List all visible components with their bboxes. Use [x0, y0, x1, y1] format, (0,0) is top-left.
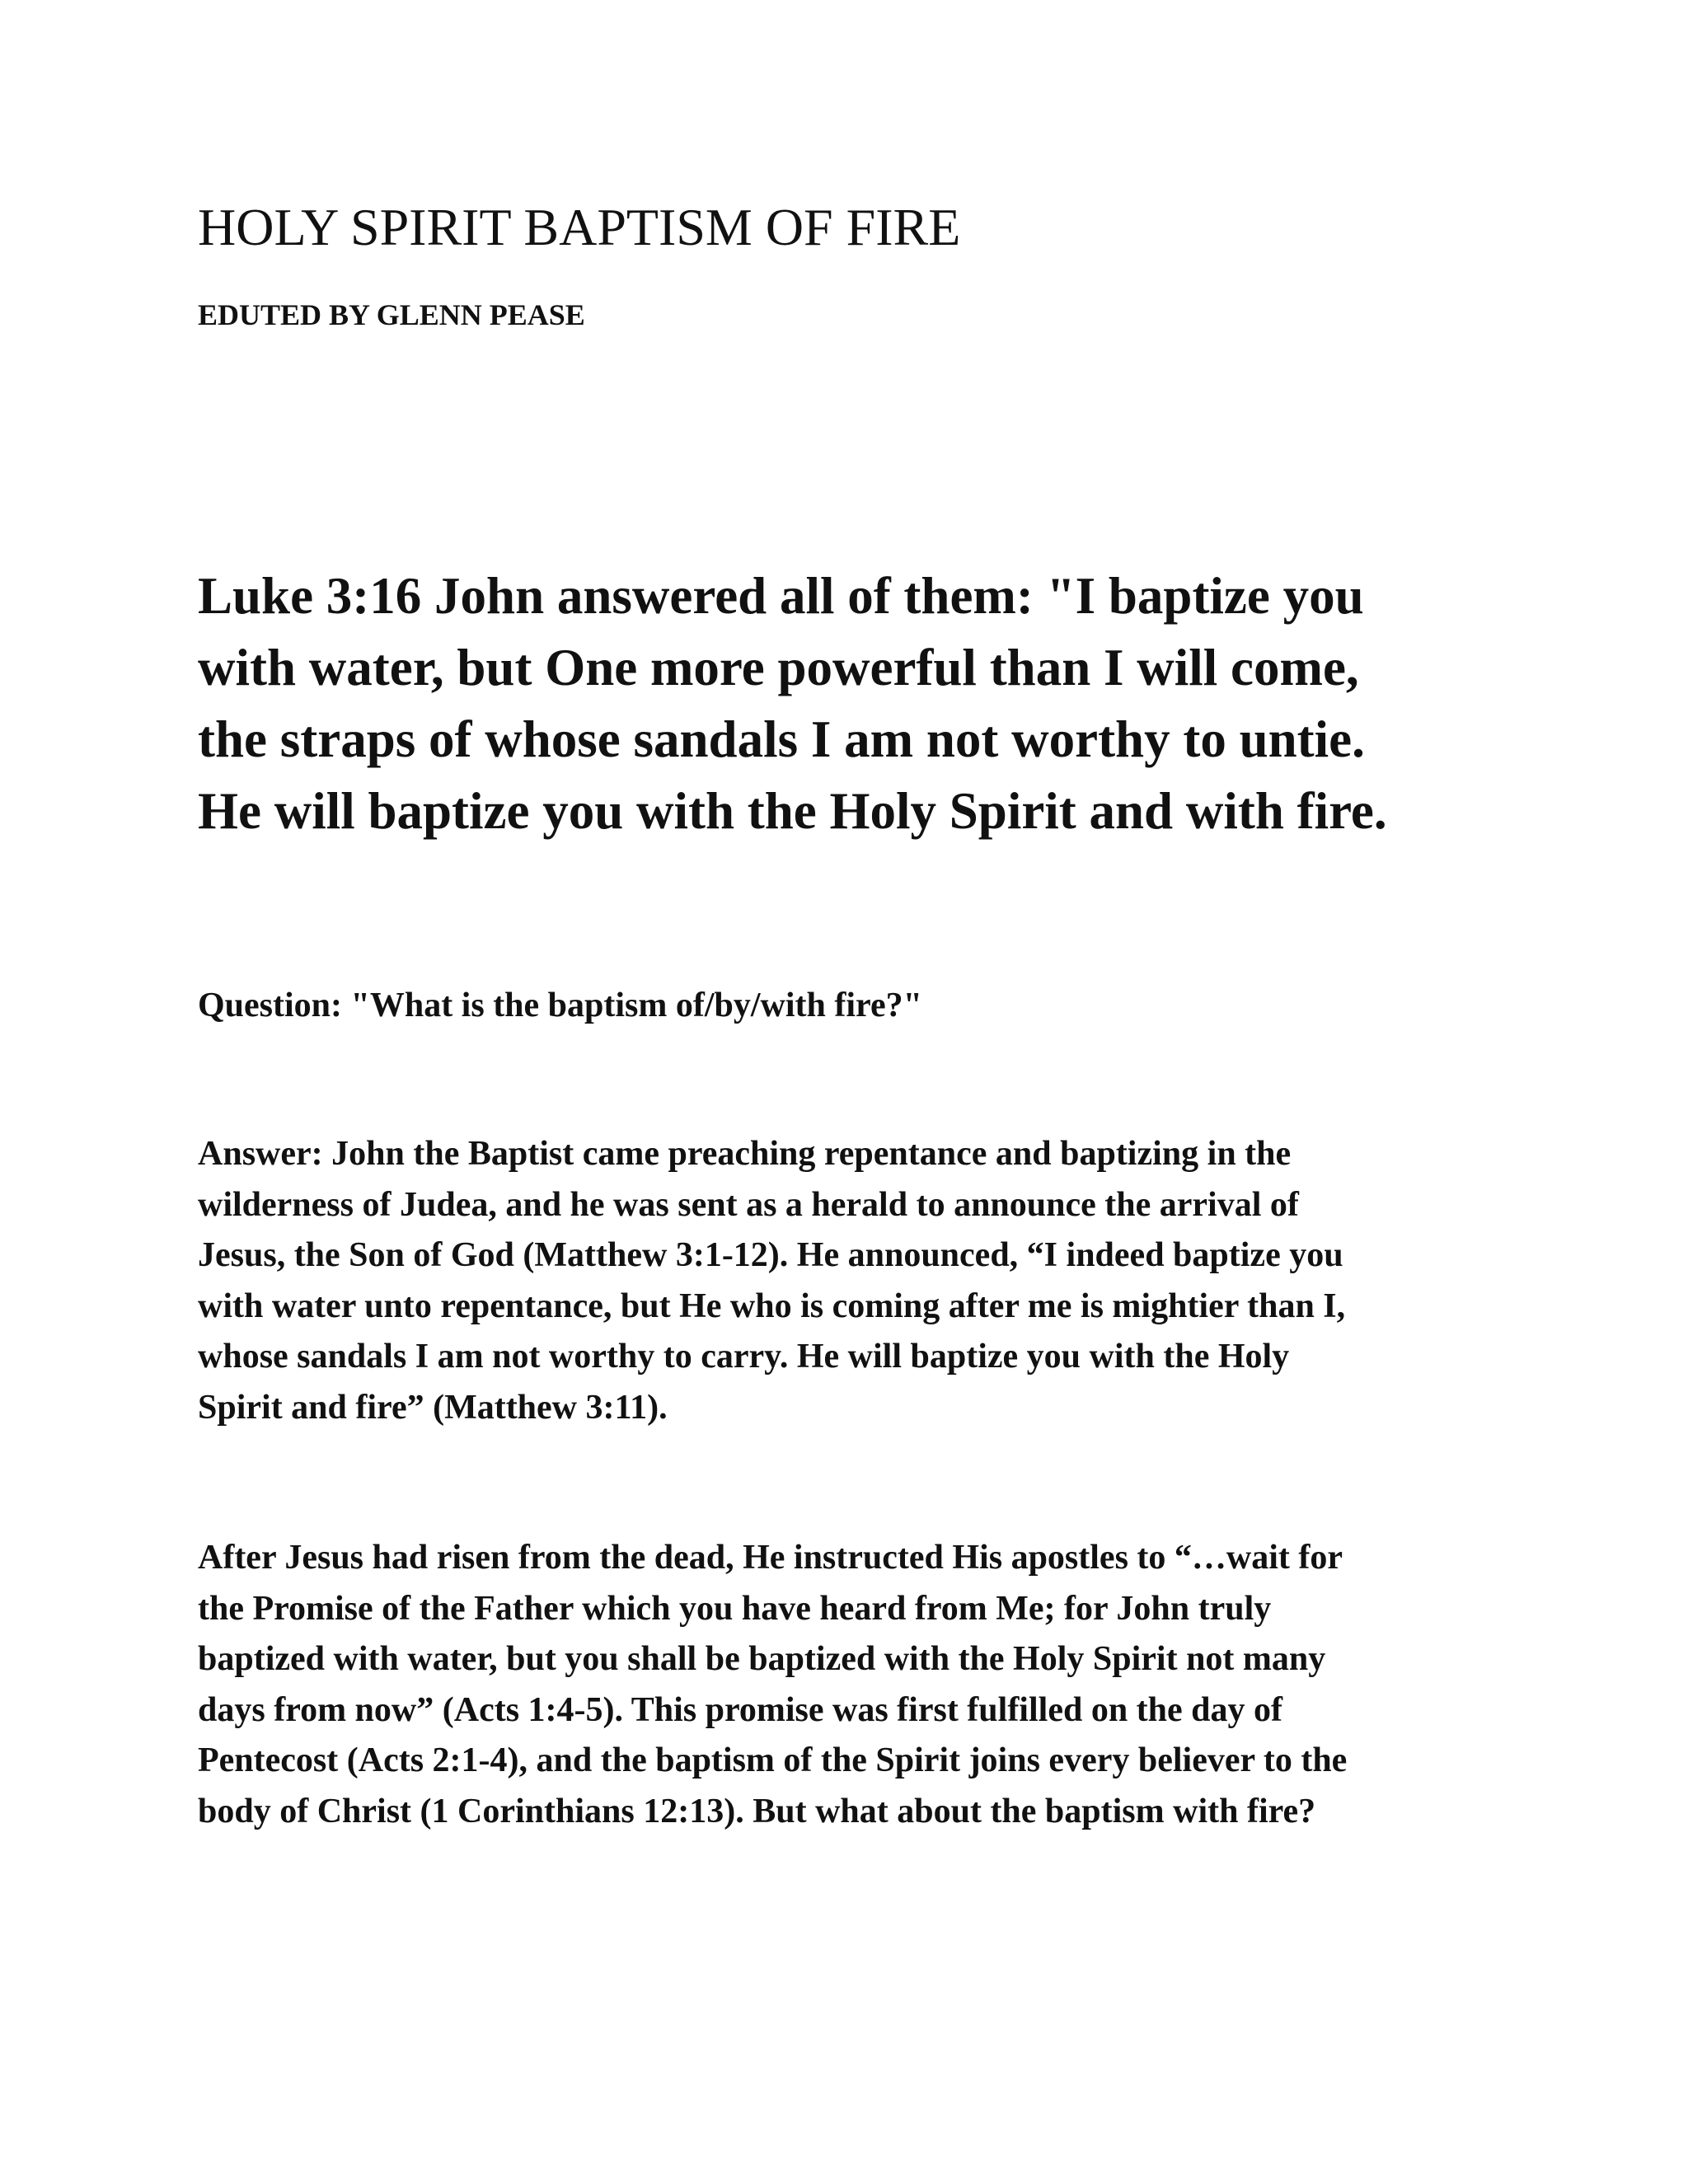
byline: EDUTED BY GLENN PEASE: [198, 298, 585, 331]
paragraph-line: Jesus, the Son of God (Matthew 3:1-12). He announced, “I indeed baptize you: [198, 1236, 1343, 1275]
paragraph-line: body of Christ (1 Corinthians 12:13). But what about the baptism with fire?: [198, 1792, 1316, 1830]
question-heading: Question: "What is the baptism of/by/with fire?": [198, 987, 922, 1024]
paragraph-line: the Promise of the Father which you have heard from Me; for John truly: [198, 1589, 1272, 1628]
paragraph-line: After Jesus had risen from the dead, He instructed His apostles to “…wait for: [198, 1539, 1343, 1577]
verse-line: He will baptize you with the Holy Spirit and with fire.: [198, 782, 1387, 840]
paragraph-line: wilderness of Judea, and he was sent as a herald to announce the arrival of: [198, 1185, 1299, 1224]
document-title: HOLY SPIRIT BAPTISM OF FIRE: [198, 198, 961, 256]
paragraph-line: Pentecost (Acts 2:1-4), and the baptism of the Spirit joins every believer to the: [198, 1741, 1348, 1780]
scripture-verse: [198, 560, 1517, 847]
answer-paragraph: [198, 1129, 1517, 1434]
paragraph-line: baptized with water, but you shall be baptized with the Holy Spirit not many: [198, 1640, 1326, 1679]
paragraph-line: whose sandals I am not worthy to carry. He will baptize you with the Holy: [198, 1338, 1290, 1376]
verse-line: Luke 3:16 John answered all of them: "I baptize you: [198, 567, 1364, 625]
verse-line: the straps of whose sandals I am not worthy to untie.: [198, 710, 1365, 768]
paragraph-line: Spirit and fire” (Matthew 3:11).: [198, 1388, 668, 1427]
paragraph-line: days from now” (Acts 1:4-5). This promise was first fulfilled on the day of: [198, 1690, 1283, 1729]
paragraph-line: Answer: John the Baptist came preaching repentance and baptizing in the: [198, 1135, 1292, 1173]
paragraph-line: with water unto repentance, but He who is coming after me is mightier than I,: [198, 1286, 1346, 1325]
verse-line: with water, but One more powerful than I will come,: [198, 639, 1359, 696]
body-paragraph: [198, 1533, 1517, 1838]
